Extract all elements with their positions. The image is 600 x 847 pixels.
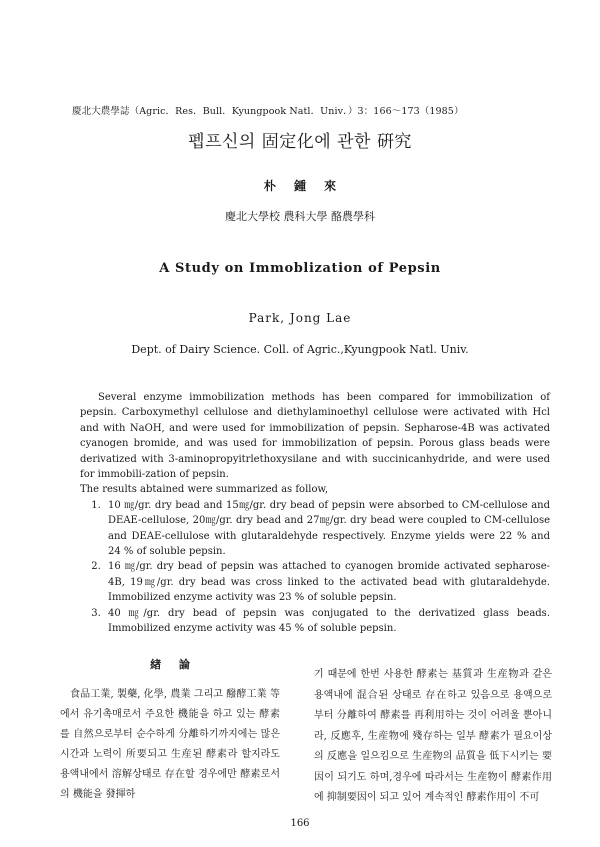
results-list xyxy=(80,498,550,637)
abstract-paragraph: Several enzyme immobilization methods has been compared for immobilization of pepsin. Carboxymethyl cellulose and diethylaminoethyl cellulose were activated with Hcl and with NaOH, and were used for immobilization of pepsin. Sepharose-4B was activated cyanogen bromide, and was used for immobilization of pepsin. Porous glass beads were derivatized with 3-aminopropyitrlethoxysilane and with succinicanhydride, and were used for immobili-zation of pepsin. xyxy=(80,392,550,481)
page-number: 166 xyxy=(290,818,310,829)
english-title: A Study on Immoblization of Pepsin xyxy=(159,261,441,276)
english-author: Park, Jong Lae xyxy=(248,311,352,325)
result-item: 1. 10 ㎎/gr. dry bead and 15㎎/gr. dry bead of pepsin were absorbed to CM-cellulose and DEAE-cellulose, 20㎎/gr. dry bead and 27㎎/gr. dry bead were coupled to CM-cellulose and DEAE-cellulose with glutaraldehyde respectively. Enzyme yields were 22 % and 24 % of soluble pepsin. xyxy=(104,498,550,560)
korean-title: 펩프신의 固定化에 관한 硏究 xyxy=(188,132,412,152)
intro-left-column xyxy=(60,655,280,805)
results-lead: The results abtained were summarized as follow, xyxy=(80,484,329,496)
result-item: 3. 40 ㎎/gr. dry bead of pepsin was conjugated to the derivatized glass beads. Immobilized enzyme activity was 45 % of soluble pepsin. xyxy=(104,606,550,637)
abstract xyxy=(80,390,550,637)
journal-citation: 慶北大農學誌（Agric．Res．Bull．Kyungpook Natl．Univ．）3：166～173（1985） xyxy=(72,106,464,117)
intro-right-column xyxy=(314,665,552,809)
korean-affiliation: 慶北大學校 農科大學 酪農學科 xyxy=(225,210,375,223)
intro-right-text: 기 때문에 한번 사용한 酵素는 基質과 生産物과 같은 용액내에 混合된 상태로 存在하고 있음으로 용액으로부터 分離하여 酵素를 再利用하는 것이 어려울 뿐아니라, 反應후, 生産物에 殘存하는 일부 酵素가 필요이상의 反應을 일으킴으로 生産物의 品質을 低下시키는 要因이 되기도 하며,경우에 따라서는 生産物이 酵素作用에 抑制要因이 되고 있어 계속적인 酵素作用이 不可 xyxy=(314,669,552,803)
result-item: 2. 16 ㎎/gr. dry bead of pepsin was attached to cyanogen bromide activated sepharose-4B, 19㎎/gr. dry bead was cross linked to the activated bead with glutaraldehyde. Immobilized enzyme activity was 23 % of soluble pepsin. xyxy=(104,559,550,605)
korean-author: 朴 鍾 來 xyxy=(263,179,337,193)
intro-left-text: 食品工業, 製藥, 化學, 農業 그리고 醱酵工業 等에서 유기촉매로서 주요한 機能을 하고 있는 酵素를 自然으로부터 순수하게 分離하기까지에는 많은 시간과 노력이 所要되고 生産된 酵素라 할지라도 용액내에서 溶解상태로 存在할 경우에만 酵素로서의 機能을 發揮하 xyxy=(60,689,280,800)
english-affiliation: Dept. of Dairy Science. Coll. of Agric.,Kyungpook Natl. Univ. xyxy=(131,343,469,356)
section-heading: 緖 論 xyxy=(150,658,190,671)
